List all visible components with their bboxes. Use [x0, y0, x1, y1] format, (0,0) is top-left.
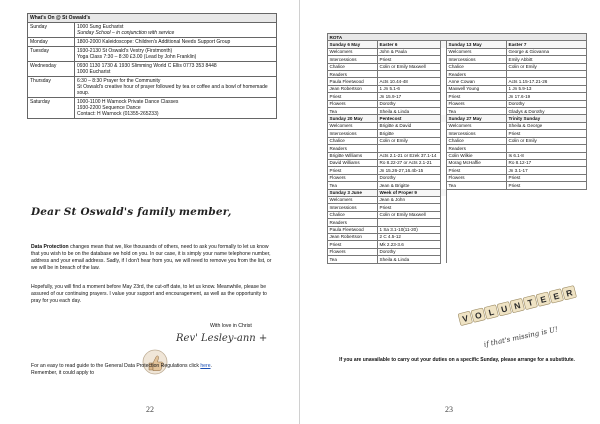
- rota-assignee: Acts 1.15-17.21-26: [507, 78, 587, 85]
- schedule-detail: [75, 23, 277, 38]
- rota-duty-row: [328, 174, 587, 181]
- rota-assignee: Priest: [378, 56, 441, 63]
- schedule-line: 1800-2000 Kaleidoscope: Children's Additional Needs Support Group: [77, 39, 231, 45]
- letter-tile: [471, 308, 486, 323]
- volunteer-tiles-image: [452, 282, 580, 350]
- rota-sunday-date: Sunday 6 May: [328, 41, 378, 48]
- rota-assignee: Mk 2.23-3.6: [378, 241, 441, 248]
- rota-assignee: [378, 71, 441, 78]
- whats-on-table: [27, 13, 277, 119]
- letter-greeting: Dear St Oswald's family member,: [31, 206, 232, 218]
- rota-assignee: Colin or Emily Maxwell: [378, 211, 441, 218]
- rota-duty: [447, 219, 507, 226]
- data-protection-paragraph: [31, 244, 277, 272]
- schedule-line: 1000-1100 H Warnock Private Dance Classes: [77, 99, 179, 105]
- rota-duty-row: [328, 219, 587, 226]
- schedule-line: 1000 Eucharist: [77, 69, 111, 75]
- rota-duty-row: [328, 233, 587, 240]
- rota-duty: Intercessions: [328, 130, 378, 137]
- rota-assignee: Colin or Emily: [507, 63, 587, 70]
- letter-tile: [549, 289, 564, 304]
- rota-duty-row: [328, 211, 587, 218]
- rota-duty: Welcomers: [328, 196, 378, 203]
- tile-letter: E: [539, 293, 548, 305]
- rota-duty: Flowers: [328, 100, 378, 107]
- tile-letter: U: [500, 303, 509, 315]
- tile-letter: T: [526, 297, 535, 309]
- rota-duty-row: [328, 63, 587, 70]
- rota-assignee: [507, 248, 587, 255]
- letter-tile: [484, 305, 499, 320]
- rota-assignee: Jean & John: [378, 196, 441, 203]
- rota-duty: Flowers: [447, 100, 507, 107]
- rota-assignee: [507, 219, 587, 226]
- rota-duty: Intercessions: [328, 56, 378, 63]
- rota-assignee: Priest: [507, 174, 587, 181]
- rota-duty: Readers: [447, 71, 507, 78]
- data-protection-lead: Data Protection: [31, 244, 69, 250]
- letter-tile: [523, 295, 538, 310]
- rota-assignee: [507, 226, 587, 233]
- rota-duty-row: [328, 130, 587, 137]
- rota-duty: Priest: [328, 241, 378, 248]
- rota-assignee: Dorothy: [378, 100, 441, 107]
- rota-assignee: Acts 10.44-48: [378, 78, 441, 85]
- rota-assignee: Colin or Emily Maxwell: [378, 63, 441, 70]
- rota-assignee: Priest: [378, 204, 441, 211]
- rota-assignee: Sheila & George: [507, 122, 587, 129]
- rota-sunday-row: [328, 41, 587, 48]
- rota-sunday-name: Pentecost: [378, 115, 441, 122]
- rota-duty: Intercessions: [328, 204, 378, 211]
- rota-duty: [447, 233, 507, 240]
- schedule-line: 6:30 – 8:30 Prayer for the Community: [77, 78, 161, 84]
- rota-duty: Welcomers: [328, 48, 378, 55]
- rota-duty: [447, 241, 507, 248]
- letter-tile: [510, 298, 525, 313]
- schedule-line: Sunday School – in conjunction with service: [77, 30, 175, 36]
- rota-duty: Jean Robertson: [328, 85, 378, 92]
- rota-assignee: [378, 219, 441, 226]
- schedule-day: Wednesday: [28, 62, 75, 77]
- tile-letter: R: [565, 287, 574, 299]
- rota-duty: Jean Robertson: [328, 233, 378, 240]
- rota-duty: [447, 256, 507, 263]
- rota-title: ROTA: [328, 34, 587, 41]
- schedule-line: St Oswald's creative hour of prayer followed by tea or coffee and a bowl of homemade soup.: [77, 84, 268, 96]
- rota-duty-row: [328, 108, 587, 115]
- schedule-row-wednesday: [28, 62, 277, 77]
- rota-duty-row: [328, 48, 587, 55]
- schedule-day: Saturday: [28, 98, 75, 119]
- rota-duty: Priest: [447, 93, 507, 100]
- schedule-row-monday: [28, 38, 277, 47]
- rota-sunday-name: Week of Proper 9: [378, 189, 441, 196]
- rota-duty: [447, 248, 507, 255]
- letter-tile: [497, 301, 512, 316]
- gdpr-note: [31, 363, 226, 377]
- gdpr-guide-link[interactable]: here: [200, 363, 211, 369]
- rota-duty: Paula Fleetwood: [328, 226, 378, 233]
- rota-assignee: Priest: [507, 182, 587, 189]
- rota-assignee: Dorothy: [378, 248, 441, 255]
- rota-duty: Chalice: [447, 137, 507, 144]
- tile-letter: V: [461, 313, 470, 325]
- rota-assignee: 2 C 4.5-12: [378, 233, 441, 240]
- rota-duty-row: [328, 159, 587, 166]
- rota-duty: Anne Cowan: [447, 78, 507, 85]
- rota-assignee: Ro 8.12-17: [507, 159, 587, 166]
- rota-duty-row: [328, 167, 587, 174]
- rota-assignee: [507, 204, 587, 211]
- rota-sunday-date: [447, 189, 507, 196]
- rota-duty-row: [328, 85, 587, 92]
- schedule-detail: [75, 77, 277, 98]
- rota-assignee: Jn 15.26-27,16.4b-15: [378, 167, 441, 174]
- rota-sunday-date: Sunday 20 May: [328, 115, 378, 122]
- rota-duty: Brigitte Williams: [328, 152, 378, 159]
- rota-duty-row: [328, 78, 587, 85]
- schedule-line: 1930-2130 St Oswald's Vestry (Firstmonth): [77, 48, 173, 54]
- rota-sunday-name: Easter 6: [378, 41, 441, 48]
- rota-duty-row: [328, 196, 587, 203]
- whats-on-title: What's On @ St Oswald's: [28, 14, 277, 23]
- signature: Rev' Lesley-ann +: [176, 333, 268, 344]
- rota-duty: Priest: [328, 93, 378, 100]
- rota-duty: Welcomers: [328, 122, 378, 129]
- rota-duty: Priest: [328, 167, 378, 174]
- rota-duty: Morag McHaffie: [447, 159, 507, 166]
- schedule-line: 1930-2200 Sequence Dance: [77, 105, 141, 111]
- tile-letter: N: [513, 300, 522, 312]
- rota-duty: Welcomers: [447, 122, 507, 129]
- rota-assignee: Dorothy: [507, 100, 587, 107]
- schedule-detail: [75, 62, 277, 77]
- rota-assignee: [378, 145, 441, 152]
- rota-sunday-name: Trinity Sunday: [507, 115, 587, 122]
- rota-table: [327, 33, 587, 264]
- rota-assignee: Jean & Brigitte: [378, 182, 441, 189]
- schedule-row-tuesday: [28, 47, 277, 62]
- rota-duty: Tea: [447, 108, 507, 115]
- rota-duty-row: [328, 145, 587, 152]
- rota-duty: Chalice: [328, 211, 378, 218]
- schedule-day: Tuesday: [28, 47, 75, 62]
- rota-assignee: Colin or Emily: [378, 137, 441, 144]
- rota-assignee: [507, 241, 587, 248]
- schedule-day: Monday: [28, 38, 75, 47]
- rota-duty: [447, 211, 507, 218]
- rota-duty: Chalice: [447, 63, 507, 70]
- rota-duty: David Williams: [328, 159, 378, 166]
- closing-line: With love in Christ: [210, 323, 252, 329]
- rota-assignee: Emily Abbitt: [507, 56, 587, 63]
- letter-tile: [536, 292, 551, 307]
- rota-duty-row: [328, 122, 587, 129]
- rota-duty: Tea: [328, 256, 378, 263]
- rota-sunday-row: [328, 115, 587, 122]
- rota-assignee: Acts 2.1-21 or Ezek 37.1-14: [378, 152, 441, 159]
- rota-assignee: [507, 233, 587, 240]
- schedule-row-saturday: [28, 98, 277, 119]
- rota-assignee: Priest: [507, 130, 587, 137]
- rota-duty-row: [328, 204, 587, 211]
- rota-duty-row: [328, 56, 587, 63]
- rota-sunday-name: [507, 189, 587, 196]
- rota-assignee: Is 6.1-8: [507, 152, 587, 159]
- rota-assignee: Ro 8.22-27 or Acts 2.1-21: [378, 159, 441, 166]
- schedule-day: Sunday: [28, 23, 75, 38]
- rota-footer-note: If you are unavailable to carry out your duties on a specific Sunday, please arrange for a substitute.: [339, 357, 575, 363]
- rota-duty-row: [328, 100, 587, 107]
- rota-duty: [447, 226, 507, 233]
- schedule-line: 0930 1130 1730 & 1930 Slimming World C Ellis 0773 353 8448: [77, 63, 217, 69]
- schedule-day: Thursday: [28, 77, 75, 98]
- page-number: 23: [445, 405, 453, 414]
- rota-assignee: [507, 256, 587, 263]
- rota-assignee: Brigitte: [378, 130, 441, 137]
- rota-duty-row: [328, 93, 587, 100]
- cutoff-paragraph: Hopefully, you will find a moment before May 23rd, the cut-off date, to let us know. Meanwhile, please be assured of our continuing prayers. I value your support and encouragement, as well as the opportunity to pray for you each day.: [31, 284, 267, 304]
- rota-duty: Readers: [328, 145, 378, 152]
- rota-assignee: 1 Jn 5.1-6: [378, 85, 441, 92]
- rota-duty: Chalice: [328, 137, 378, 144]
- rota-assignee: Gladys & Dorothy: [507, 108, 587, 115]
- rota-duty: Paula Fleetwood: [328, 78, 378, 85]
- rota-duty: Flowers: [447, 174, 507, 181]
- rota-duty: Priest: [447, 167, 507, 174]
- whats-on-header-row: [28, 14, 277, 23]
- rota-duty: Chalice: [328, 63, 378, 70]
- data-protection-text: changes mean that we, like thousands of others, need to ask you formally to let us know that you wish to be on the database we hold on you. In our case, it is simply your name telephone number, address and your email address. Sadly, if I don't hear from you, we will need to remove you from the list, or we will be in breach of the law.: [31, 244, 272, 271]
- schedule-row-sunday: [28, 23, 277, 38]
- rota-duty: Colin Wilkie: [447, 152, 507, 159]
- rota-assignee: 1 Jn 5.9-13: [507, 85, 587, 92]
- schedule-line: Yoga Class 7:30 – 8:30 £3.00 (Lead by John Franklin): [77, 54, 197, 60]
- rota-duty: Readers: [447, 145, 507, 152]
- gdpr-text: . Remember, it could apply to: [31, 363, 212, 376]
- rota-assignee: John & Paula: [378, 48, 441, 55]
- rota-duty-row: [328, 241, 587, 248]
- rota-assignee: [507, 145, 587, 152]
- rota-duty-row: [328, 248, 587, 255]
- rota-sunday-date: Sunday 13 May: [447, 41, 507, 48]
- rota-duty: Tea: [447, 182, 507, 189]
- rota-assignee: Dorothy: [378, 174, 441, 181]
- schedule-detail: [75, 38, 277, 47]
- schedule-detail: [75, 98, 277, 119]
- schedule-line: Contact: H Warnock (01355-265233): [77, 111, 159, 117]
- rota-duty: Flowers: [328, 248, 378, 255]
- rota-duty: [447, 196, 507, 203]
- rota-duty: Tea: [328, 108, 378, 115]
- rota-duty-row: [328, 71, 587, 78]
- rota-duty: Readers: [328, 219, 378, 226]
- rota-duty: Flowers: [328, 174, 378, 181]
- schedule-line: 1000 Sung Eucharist: [77, 24, 124, 30]
- gdpr-text: For an easy to read guide to the General Data Protection Regulations click: [31, 363, 201, 369]
- rota-assignee: George & Giovanna: [507, 48, 587, 55]
- rota-duty: Intercessions: [447, 130, 507, 137]
- rota-duty-row: [328, 182, 587, 189]
- rota-assignee: [507, 71, 587, 78]
- rota-assignee: 1 Sa 3.1-10(11-20): [378, 226, 441, 233]
- rota-duty-row: [328, 256, 587, 263]
- rota-assignee: [507, 196, 587, 203]
- rota-assignee: [507, 211, 587, 218]
- rota-duty: Welcomers: [447, 48, 507, 55]
- tiles-caption: if that's missing is U!: [483, 325, 559, 349]
- tile-letter: O: [473, 309, 483, 322]
- rota-assignee: Colin or Emily: [507, 137, 587, 144]
- rota-assignee: Jn 17.6-19: [507, 93, 587, 100]
- tile-letter: E: [552, 290, 561, 302]
- rota-sunday-date: Sunday 27 May: [447, 115, 507, 122]
- rota-assignee: Sheila & Linda: [378, 108, 441, 115]
- rota-assignee: Brigitte & David: [378, 122, 441, 129]
- tile-letter: L: [487, 306, 496, 318]
- rota-sunday-name: Easter 7: [507, 41, 587, 48]
- rota-assignee: Jn 3.1-17: [507, 167, 587, 174]
- letter-tile: [458, 311, 473, 326]
- letter-tile: [562, 285, 577, 300]
- rota-duty: Tea: [328, 182, 378, 189]
- rota-sunday-date: Sunday 3 June: [328, 189, 378, 196]
- rota-assignee: Jn 15.9-17: [378, 93, 441, 100]
- rota-title-row: [328, 34, 587, 41]
- rota-duty-row: [328, 137, 587, 144]
- schedule-detail: [75, 47, 277, 62]
- rota-duty: Readers: [328, 71, 378, 78]
- schedule-row-thursday: [28, 77, 277, 98]
- page-number: 22: [146, 405, 154, 414]
- rota-duty: Maxwell Young: [447, 85, 507, 92]
- rota-sunday-row: [328, 189, 587, 196]
- rota-duty: [447, 204, 507, 211]
- rota-duty-row: [328, 226, 587, 233]
- rota-duty-row: [328, 152, 587, 159]
- rota-assignee: Sheila & Linda: [378, 256, 441, 263]
- rota-duty: Intercessions: [447, 56, 507, 63]
